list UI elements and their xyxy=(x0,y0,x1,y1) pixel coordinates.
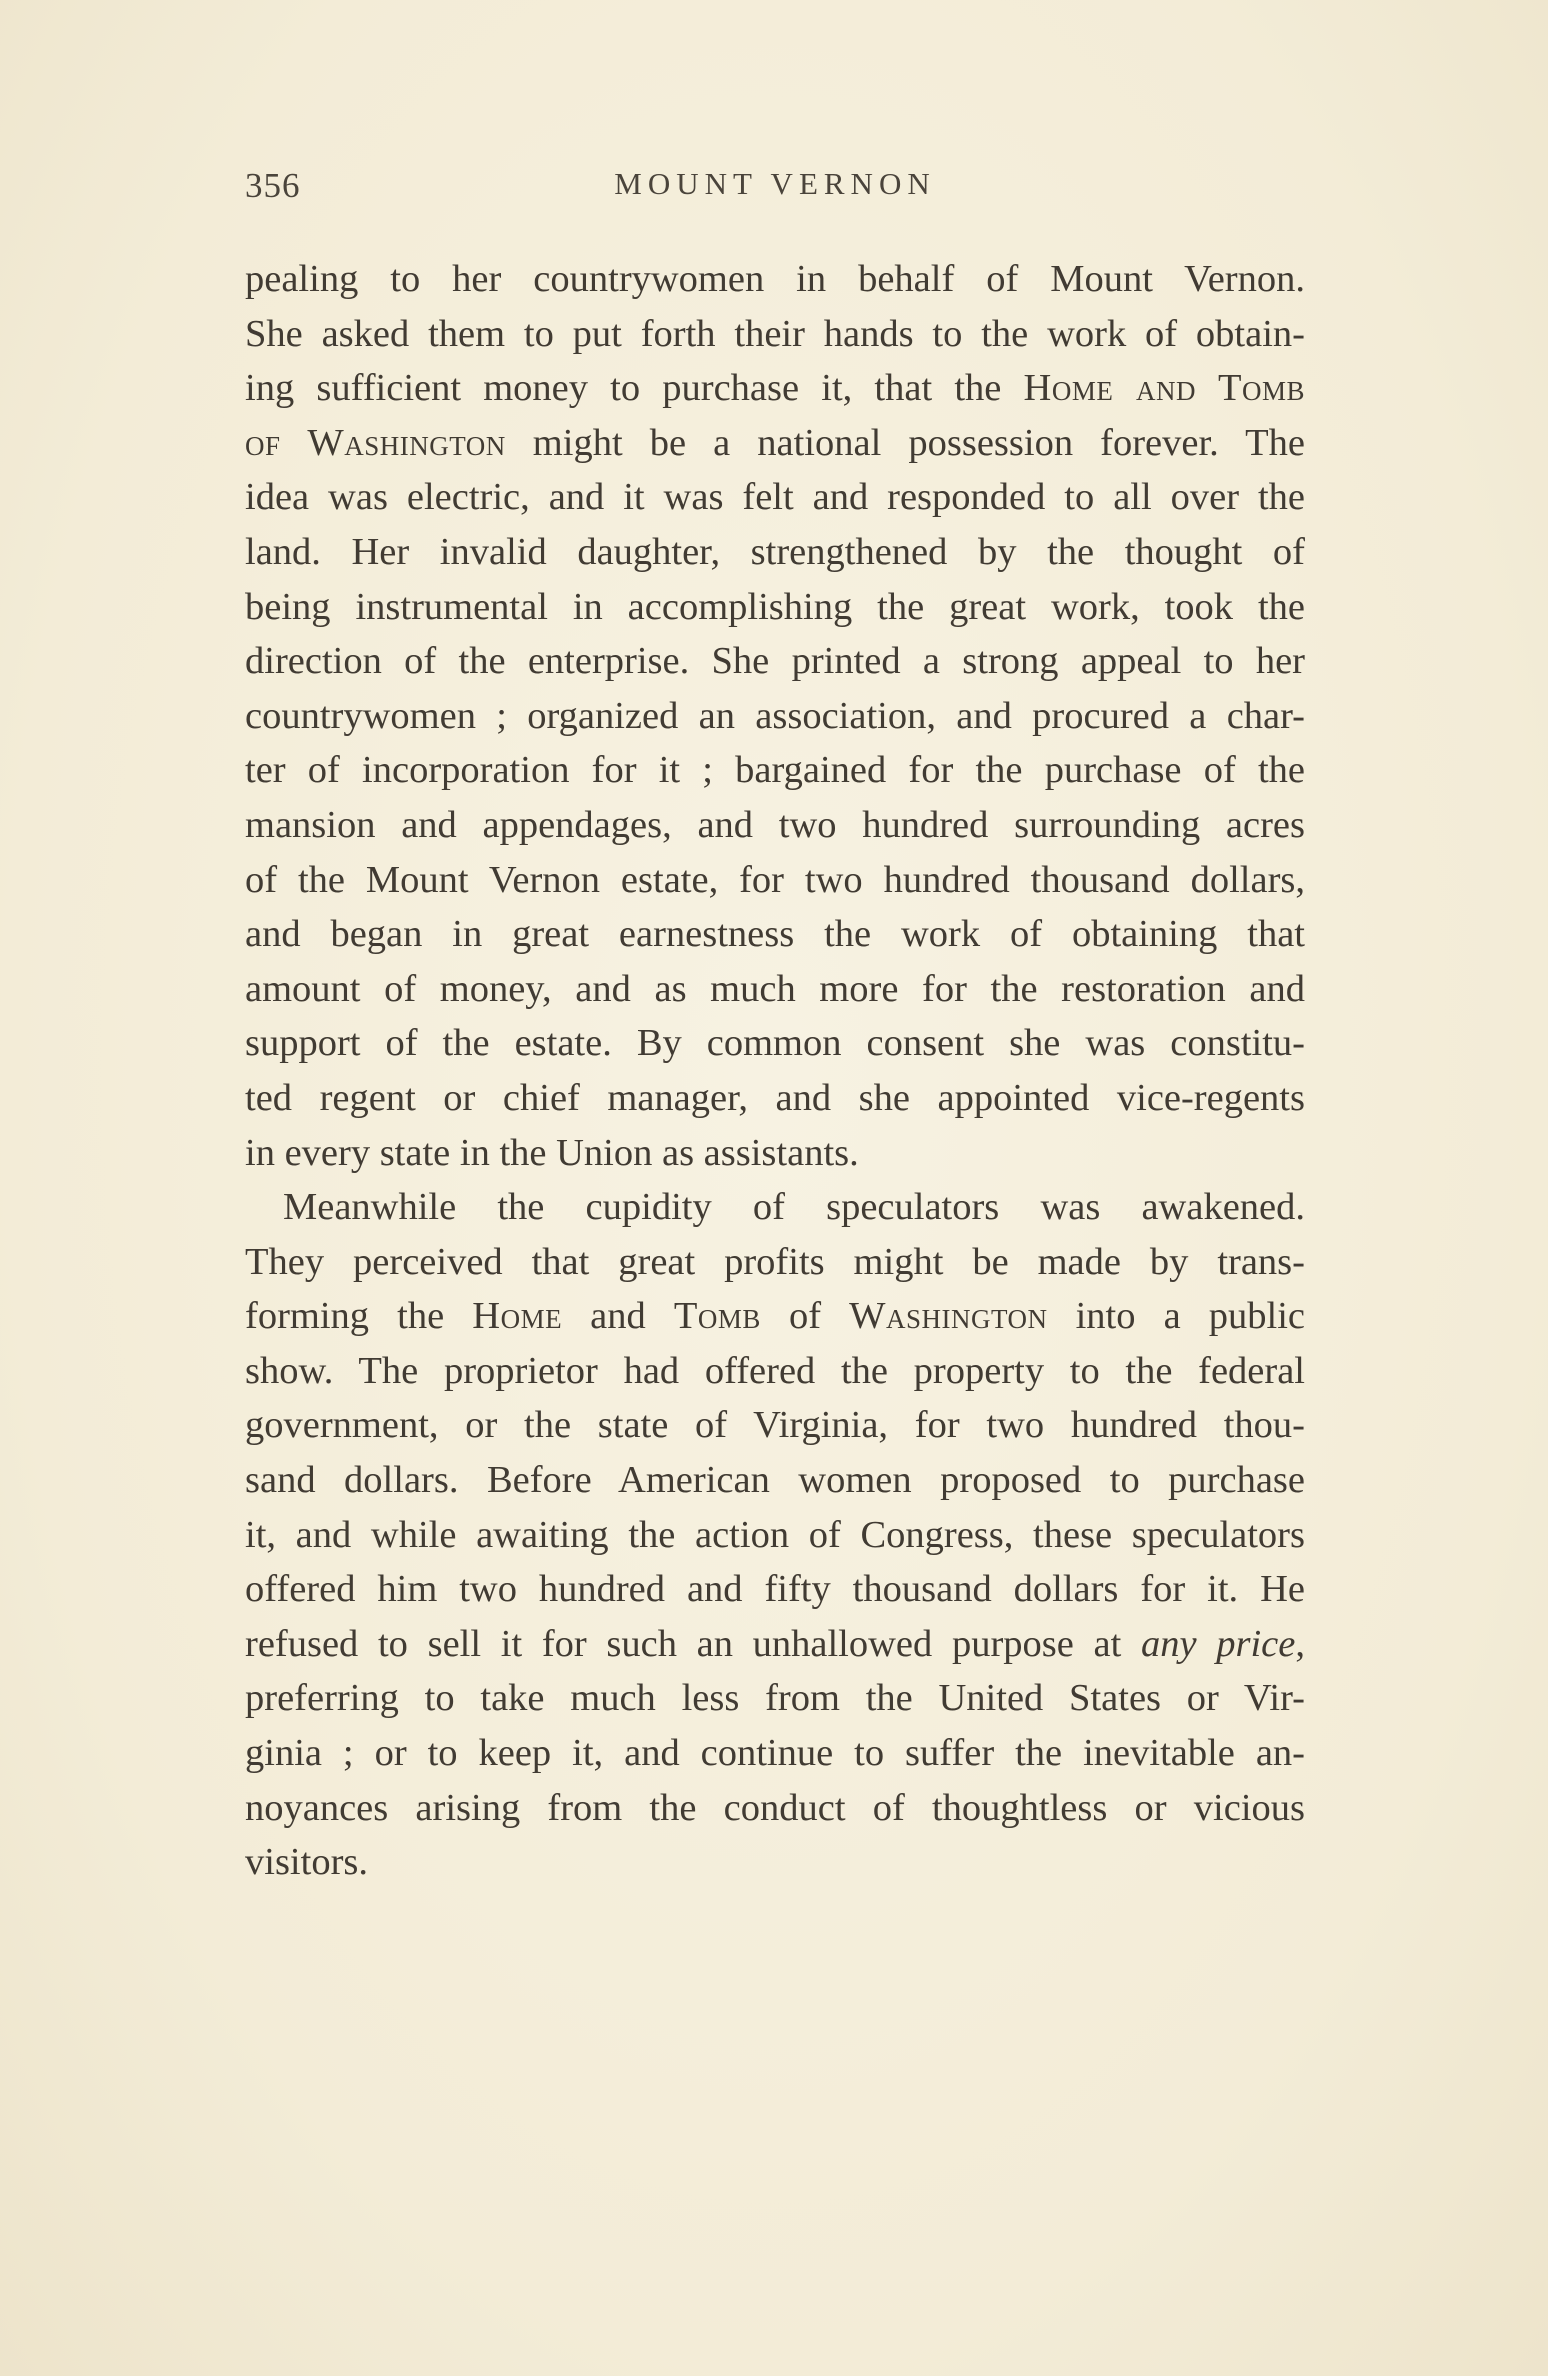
small-caps-run: of Washington xyxy=(245,421,506,464)
text-line: sand dollars. Before American women proposed to purchase xyxy=(245,1459,1305,1502)
paragraph-1 xyxy=(245,252,1305,1180)
body-text xyxy=(245,252,1305,1890)
text-line xyxy=(245,1617,1305,1672)
text-line: offered him two hundred and fifty thousand dollars for it. He xyxy=(245,1568,1305,1611)
text-run: and xyxy=(562,1295,674,1338)
text-run: refused to sell it for such an unhallowed purpose at xyxy=(245,1622,1141,1665)
text-line: visitors. xyxy=(245,1841,369,1884)
text-line: idea was electric, and it was felt and responded to all over the xyxy=(245,476,1305,519)
text-line: and began in great earnestness the work of obtaining that xyxy=(245,913,1305,956)
text-line: ginia ; or to keep it, and continue to suffer the inevitable an- xyxy=(245,1732,1305,1775)
text-line: Meanwhile the cupidity of speculators was awakened. xyxy=(283,1186,1305,1229)
page-number: 356 xyxy=(245,166,301,205)
text-line: support of the estate. By common consent she was constitu- xyxy=(245,1022,1305,1065)
text-line: being instrumental in accomplishing the great work, took the xyxy=(245,585,1305,628)
text-line: of the Mount Vernon estate, for two hundred thousand dollars, xyxy=(245,858,1305,901)
small-caps-run: Tomb xyxy=(673,1295,761,1338)
text-line xyxy=(245,361,1305,416)
text-line: direction of the enterprise. She printed a strong appeal to her xyxy=(245,640,1305,683)
text-run: , xyxy=(1295,1622,1305,1665)
text-line: preferring to take much less from the United States or Vir- xyxy=(245,1677,1305,1720)
text-line: countrywomen ; organized an association, and procured a char- xyxy=(245,694,1305,737)
text-line: amount of money, and as much more for the restoration and xyxy=(245,967,1305,1010)
text-line: pealing to her countrywomen in behalf of Mount Vernon. xyxy=(245,258,1305,300)
italic-run: any price xyxy=(1140,1622,1296,1665)
text-run: might be a national possession forever. The xyxy=(505,421,1305,464)
text-line: in every state in the Union as assistants. xyxy=(245,1131,859,1174)
small-caps-run: Home and Tomb xyxy=(1023,367,1305,410)
text-line: She asked them to put forth their hands to the work of obtain- xyxy=(245,312,1305,355)
text-run: forming the xyxy=(245,1295,473,1338)
text-line xyxy=(245,416,1305,471)
page-header xyxy=(245,166,1305,210)
running-head: MOUNT VERNON xyxy=(614,166,936,201)
text-line xyxy=(245,1289,1305,1344)
text-line: show. The proprietor had offered the property to the federal xyxy=(245,1349,1305,1392)
text-line: government, or the state of Virginia, for two hundred thou- xyxy=(245,1404,1305,1447)
text-line: it, and while awaiting the action of Congress, these speculators xyxy=(245,1513,1305,1556)
text-line: land. Her invalid daughter, strengthened by the thought of xyxy=(245,530,1305,573)
text-line: ter of incorporation for it ; bargained for the purchase of the xyxy=(245,749,1305,792)
text-run: ing sufficient money to purchase it, that the xyxy=(245,367,1024,410)
small-caps-run: Washington xyxy=(849,1295,1048,1338)
small-caps-run: Home xyxy=(472,1295,563,1338)
text-line: mansion and appendages, and two hundred surrounding acres xyxy=(245,803,1305,846)
text-run: of xyxy=(760,1295,850,1338)
text-line: ted regent or chief manager, and she appointed vice-regents xyxy=(245,1076,1305,1119)
text-run: into a public xyxy=(1047,1295,1306,1338)
text-line: noyances arising from the conduct of thoughtless or vicious xyxy=(245,1786,1305,1829)
text-line: They perceived that great profits might be made by trans- xyxy=(245,1240,1305,1283)
paragraph-2 xyxy=(245,1180,1305,1890)
